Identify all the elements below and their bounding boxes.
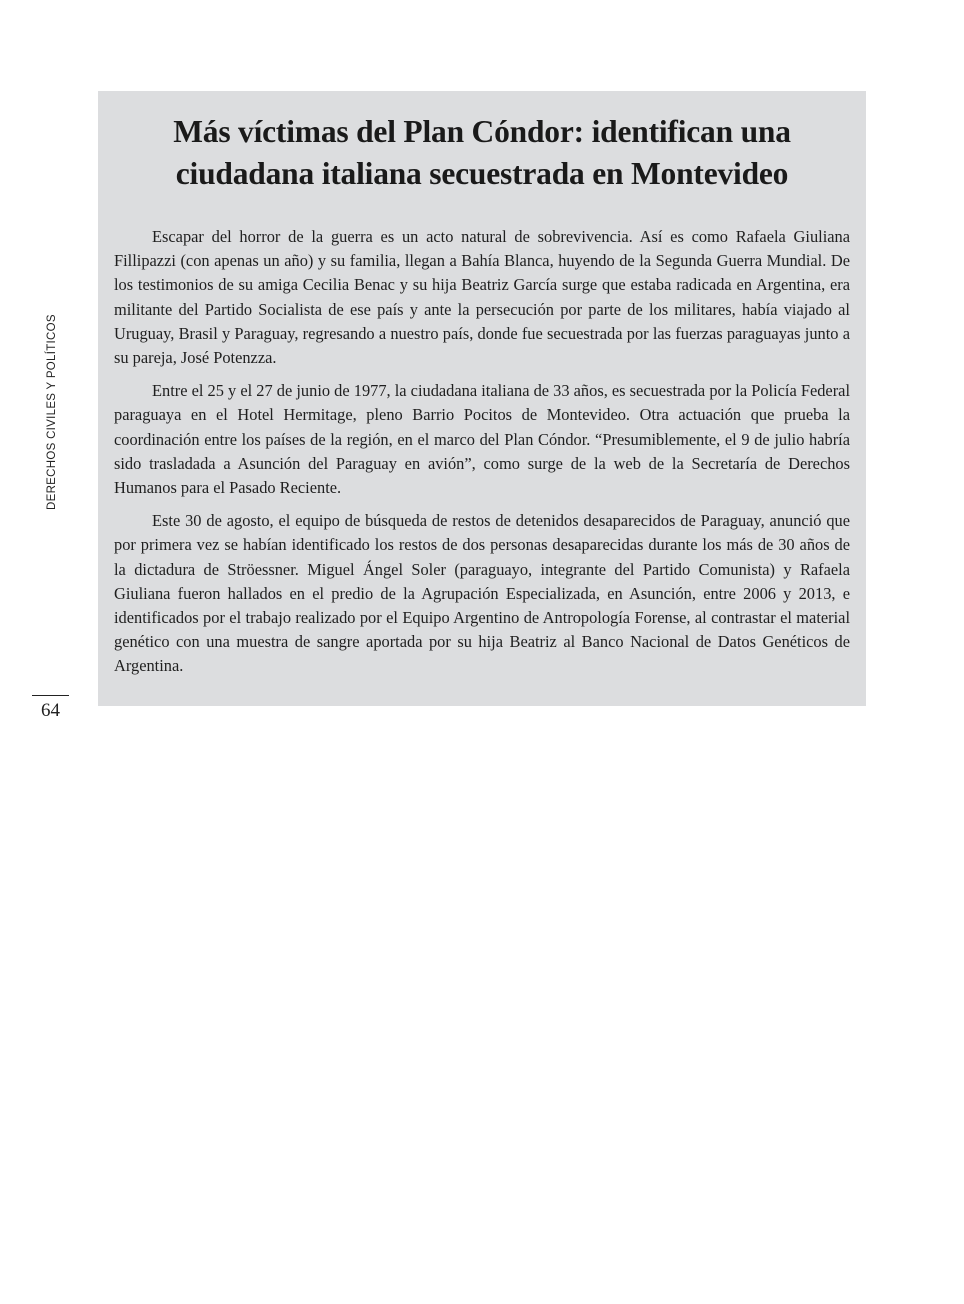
page-number: 64 xyxy=(41,700,60,721)
section-side-label: DERECHOS CIVILES Y POLÍTICOS xyxy=(46,314,58,510)
article-paragraph-1: Escapar del horror de la guerra es un acto natural de sobrevivencia. Así es como Rafaela Giuliana Fillipazzi (con apenas un año) y su familia, llegan a Bahía Blanca, huyendo de la Segunda Guerra Mundial. De los testimonios de su amiga Cecilia Benac y su hija Beatriz García surge que estaba radicada en Argentina, era militante del Partido Socialista de ese país y ante la persecución por parte de los militares, había viajado al Uruguay, Brasil y Paraguay, regresando a nuestro país, donde fue secuestrada por las fuerzas paraguayas junto a su pareja, José Potenzza. xyxy=(114,227,850,368)
article-title-line-2: ciudadana italiana secuestrada en Montevideo xyxy=(175,156,789,191)
article-title xyxy=(114,111,850,195)
article-body xyxy=(114,225,850,679)
article-title-line-1: Más víctimas del Plan Cóndor: identifican una xyxy=(173,114,791,149)
article-paragraph-3: Este 30 de agosto, el equipo de búsqueda de restos de detenidos desaparecidos de Paraguay, anunció que por primera vez se habían identificado los restos de dos personas desaparecidas durante los más de 30 años de la dictadura de Ströessner. Miguel Ángel Soler (paraguayo, integrante del Partido Comunista) y Rafaela Giuliana fueron hallados en el predio de la Agrupación Especializada, en Asunción, entre 2006 y 2013, e identificados por el trabajo realizado por el Equipo Argentino de Antropología Forense, al contrastar el material genético con una muestra de sangre aportada por su hija Beatriz al Banco Nacional de Datos Genéticos de Argentina. xyxy=(114,511,850,676)
page-number-rule xyxy=(32,695,69,696)
article-box xyxy=(98,91,866,706)
article-paragraph-2: Entre el 25 y el 27 de junio de 1977, la ciudadana italiana de 33 años, es secuestrada por la Policía Federal paraguaya en el Hotel Hermitage, pleno Barrio Pocitos de Montevideo. Otra actuación que prueba la coordinación entre los países de la región, en el marco del Plan Cóndor. “Presumiblemente, el 9 de julio habría sido trasladada a Asunción del Paraguay en avión”, como surge de la web de la Secretaría de Derechos Humanos para el Pasado Reciente. xyxy=(114,381,850,498)
